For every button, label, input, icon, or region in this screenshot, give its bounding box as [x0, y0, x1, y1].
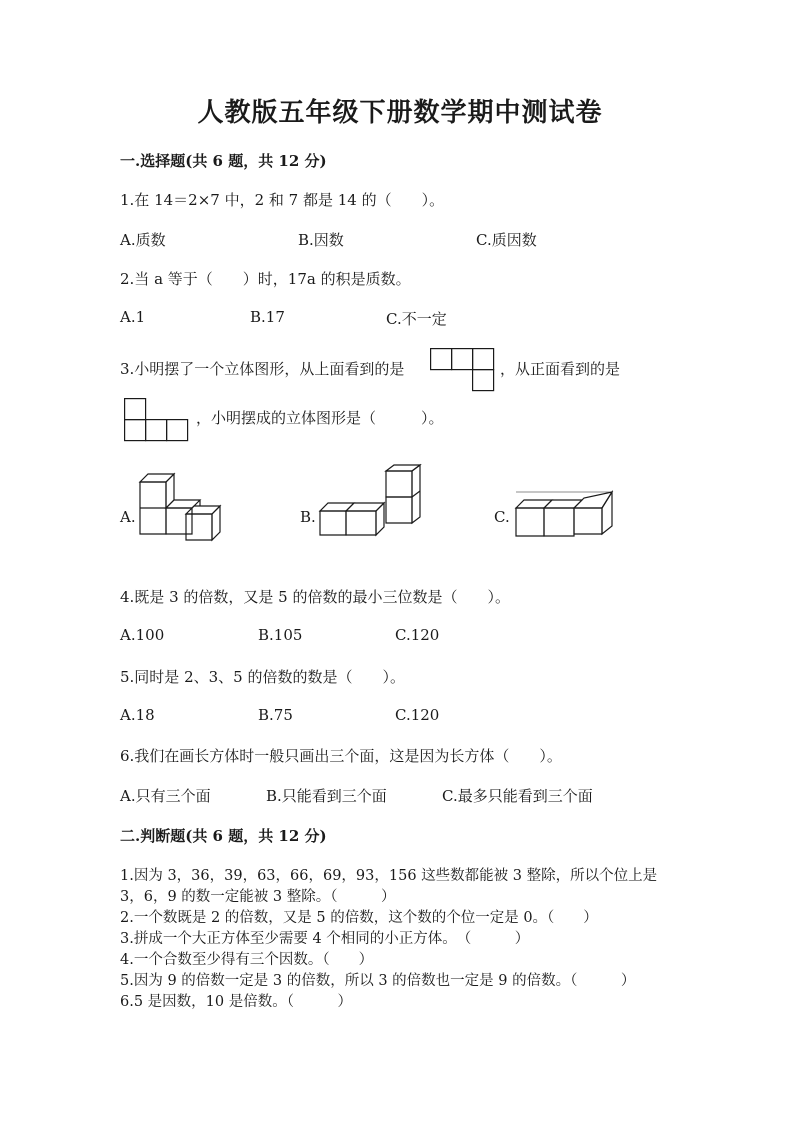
- option-c-cube-figure: [512, 488, 622, 542]
- top-view-figure: [430, 348, 498, 394]
- judgement-line-2: 3，6，9 的数一定能被 3 整除。（ ）: [120, 889, 396, 905]
- question-3-stem-part1: 3.小明摆了一个立体图形，从上面看到的是: [120, 360, 405, 378]
- question-2-option-c[interactable]: C.不一定: [386, 310, 447, 328]
- question-4-option-b[interactable]: B.105: [258, 626, 303, 644]
- question-3-option-c[interactable]: C.: [494, 508, 510, 526]
- question-5-stem: 5.同时是 2、3、5 的倍数的数是（ ）。: [120, 668, 405, 686]
- question-6-option-a[interactable]: A.只有三个面: [120, 787, 211, 805]
- question-6-option-b[interactable]: B.只能看到三个面: [266, 787, 387, 805]
- question-1-option-b[interactable]: B.因数: [298, 231, 344, 249]
- option-a-cube-figure: [138, 470, 230, 546]
- question-2-option-a[interactable]: A.1: [120, 308, 146, 326]
- judgement-line-3: 2.一个数既是 2 的倍数，又是 5 的倍数，这个数的个位一定是 0。（ ）: [120, 910, 598, 926]
- question-2-option-b[interactable]: B.17: [250, 308, 285, 326]
- question-2-stem: 2.当 a 等于（ ）时，17a 的积是质数。: [120, 270, 411, 288]
- question-5-option-a[interactable]: A.18: [120, 706, 155, 724]
- judgement-line-5: 4.一个合数至少得有三个因数。（ ）: [120, 952, 374, 968]
- question-4-option-c[interactable]: C.120: [395, 626, 440, 644]
- question-6-stem: 6.我们在画长方体时一般只画出三个面，这是因为长方体（ ）。: [120, 747, 562, 765]
- front-view-figure: [124, 398, 192, 444]
- page-title: 人教版五年级下册数学期中测试卷: [197, 98, 603, 128]
- question-1-option-c[interactable]: C.质因数: [476, 231, 537, 249]
- question-3-stem-part2: ，从正面看到的是: [500, 360, 621, 378]
- question-6-option-c[interactable]: C.最多只能看到三个面: [442, 787, 593, 805]
- judgement-line-1: 1.因为 3，36，39，63，66，69，93，156 这些数都能被 3 整除，所以个位上是: [120, 868, 658, 884]
- judgement-line-7: 6.5 是因数，10 是倍数。（ ）: [120, 994, 352, 1010]
- question-4-stem: 4.既是 3 的倍数，又是 5 的倍数的最小三位数是（ ）。: [120, 588, 510, 606]
- judgement-line-6: 5.因为 9 的倍数一定是 3 的倍数，所以 3 的倍数也一定是 9 的倍数。（ ）: [120, 973, 636, 989]
- question-1-stem: 1.在 14＝2×7 中，2 和 7 都是 14 的（ ）。: [120, 191, 445, 209]
- question-3-option-a[interactable]: A.: [120, 508, 136, 526]
- judgement-line-4: 3.拼成一个大正方体至少需要 4 个相同的小正方体。 （ ）: [120, 931, 530, 947]
- question-4-option-a[interactable]: A.100: [120, 626, 165, 644]
- question-3-stem-part3: ，小明摆成的立体图形是（ ）。: [196, 409, 444, 427]
- section-heading-judgement: 二.判断题(共 6 题，共 12 分): [120, 827, 327, 845]
- question-5-option-b[interactable]: B.75: [258, 706, 293, 724]
- section-heading-choice: 一.选择题(共 6 题，共 12 分): [120, 152, 327, 170]
- question-3-option-b[interactable]: B.: [300, 508, 316, 526]
- question-5-option-c[interactable]: C.120: [395, 706, 440, 724]
- question-1-option-a[interactable]: A.质数: [120, 231, 166, 249]
- option-b-cube-figure: [318, 463, 428, 543]
